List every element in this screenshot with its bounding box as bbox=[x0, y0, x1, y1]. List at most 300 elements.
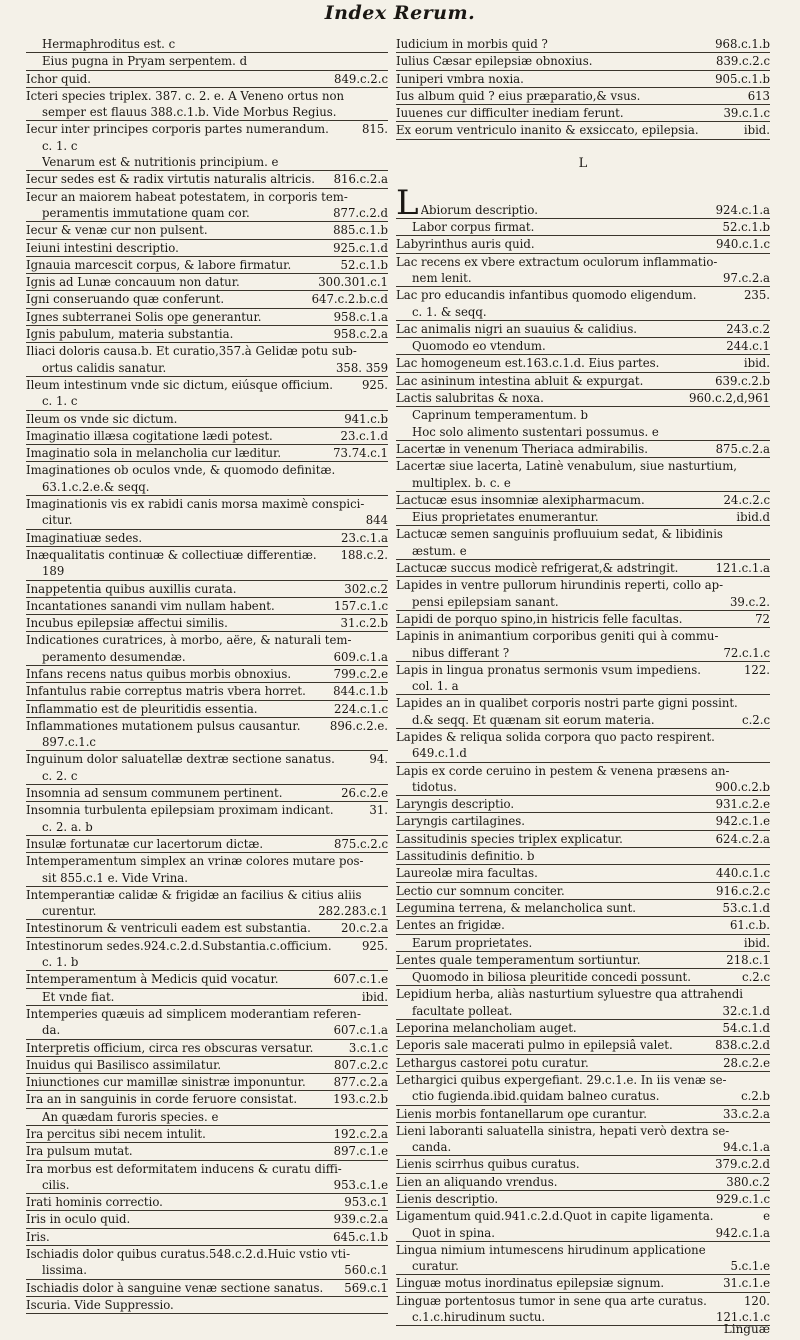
entry-text: Intestinorum sedes.924.c.2.d.Substantia.c.officium. bbox=[26, 938, 332, 953]
entry-text: Lienis descriptio. bbox=[396, 1192, 499, 1206]
index-entry bbox=[26, 649, 388, 666]
index-entry bbox=[396, 304, 770, 321]
entry-text: Ignis pabulum, materia substantia. bbox=[26, 327, 234, 342]
entry-reference: 844.c.1.b bbox=[333, 684, 388, 699]
entry-text: 649.c.1.d bbox=[412, 746, 467, 761]
index-entry bbox=[396, 796, 770, 813]
entry-reference: 243.c.2 bbox=[726, 321, 770, 336]
index-entry bbox=[396, 1123, 770, 1139]
entry-reference: 815. bbox=[361, 122, 388, 137]
index-entry bbox=[26, 1057, 388, 1074]
index-entry bbox=[26, 938, 388, 954]
entry-reference: 94. bbox=[369, 752, 388, 767]
index-entry bbox=[26, 393, 388, 410]
entry-reference: 875.c.2.c bbox=[334, 836, 388, 851]
index-entry bbox=[396, 475, 770, 492]
index-entry bbox=[26, 257, 388, 274]
entry-reference: 925. bbox=[361, 938, 388, 953]
index-entry bbox=[396, 883, 770, 900]
index-entry bbox=[26, 205, 388, 222]
entry-reference: 31. bbox=[369, 803, 388, 818]
entry-reference: 53.c.1.d bbox=[722, 900, 770, 915]
entry-reference: 5.c.1.e bbox=[730, 1259, 770, 1274]
entry-reference: ibid. bbox=[361, 989, 388, 1004]
entry-reference: 33.c.2.a bbox=[723, 1106, 770, 1121]
index-entry bbox=[26, 734, 388, 751]
entry-text: Leporis sale macerati pulmo in epilepsiâ valet. bbox=[396, 1038, 673, 1053]
index-entry bbox=[26, 496, 388, 512]
entry-reference: 61.c.b. bbox=[729, 918, 770, 933]
index-entry bbox=[396, 1055, 770, 1072]
entry-text: Ius album quid ? eius præparatio,& vsus. bbox=[396, 88, 641, 103]
entry-text: Ira percitus sibi necem intulit. bbox=[26, 1127, 206, 1141]
entry-text: æstum. e bbox=[412, 543, 467, 558]
entry-reference: 940.c.1.c bbox=[716, 237, 770, 252]
index-entry bbox=[396, 270, 770, 287]
entry-text: Lapides an in qualibet corporis nostri parte gigni possint. bbox=[396, 696, 738, 711]
entry-text: Lethargus castorei potu curatur. bbox=[396, 1055, 589, 1070]
left-column bbox=[26, 36, 388, 1326]
entry-text: 63.1.c.2.e.& seqq. bbox=[42, 479, 150, 494]
entry-text: Lienis morbis fontanellarum ope curantur. bbox=[396, 1106, 647, 1121]
entry-reference: 645.c.1.b bbox=[333, 1229, 388, 1244]
entry-reference: 942.c.1.a bbox=[715, 1225, 770, 1240]
entry-text: Lapides in ventre pullorum hirundinis reperti, collo ap- bbox=[396, 578, 724, 593]
index-entry bbox=[396, 458, 770, 474]
entry-text: Ischiadis dolor à sanguine venæ sectione sanatus. bbox=[26, 1280, 324, 1295]
entry-reference: 39.c.1.c bbox=[723, 106, 770, 121]
index-entry bbox=[26, 1161, 388, 1177]
entry-text: c. 1. c bbox=[42, 394, 78, 409]
entry-reference: 953.c.1 bbox=[344, 1195, 388, 1210]
entry-text: Ileum os vnde sic dictum. bbox=[26, 411, 178, 426]
entry-text: Incubus epilepsiæ affectui similis. bbox=[26, 616, 228, 631]
entry-text: col. 1. a bbox=[412, 679, 459, 694]
index-entry bbox=[26, 1177, 388, 1194]
entry-reference: 188.c.2. bbox=[340, 547, 388, 562]
entry-text: Iulius Cæsar epilepsiæ obnoxius. bbox=[396, 54, 593, 69]
index-entry bbox=[26, 512, 388, 529]
index-entry bbox=[26, 445, 388, 462]
entry-text: Lapinis in animantium corporibus geniti qui à commu- bbox=[396, 629, 719, 644]
entry-reference: 52.c.1.b bbox=[340, 257, 388, 272]
entry-text: cilis. bbox=[42, 1177, 70, 1192]
entry-text: Laryngis descriptio. bbox=[396, 797, 515, 812]
entry-text: Lactis salubritas & noxa. bbox=[396, 391, 544, 406]
entry-reference: 218.c.1 bbox=[726, 952, 770, 967]
index-entry bbox=[26, 274, 388, 291]
entry-text: Igni conseruando quæ conferunt. bbox=[26, 292, 225, 307]
index-entry bbox=[26, 920, 388, 937]
entry-text: Intemperamentum à Medicis quid vocatur. bbox=[26, 972, 279, 987]
entry-text: Caprinum temperamentum. b bbox=[412, 408, 588, 423]
index-entry bbox=[26, 971, 388, 988]
entry-reference: 3.c.1.c bbox=[348, 1040, 388, 1055]
entry-text: Imaginatiuæ sedes. bbox=[26, 530, 143, 545]
entry-text: pensi epilepsiam sanant. bbox=[412, 594, 559, 609]
index-entry bbox=[396, 560, 770, 577]
entry-text: An quædam furoris species. e bbox=[42, 1109, 219, 1124]
index-entry bbox=[26, 36, 388, 53]
entry-text: Ischiadis dolor quibus curatus.548.c.2.d.Huic vstio vti- bbox=[26, 1247, 351, 1262]
entry-text: Iudicium in morbis quid ? bbox=[396, 37, 548, 51]
entry-text: Lac animalis nigri an suauius & calidius. bbox=[396, 321, 638, 336]
index-entry bbox=[396, 338, 770, 355]
entry-reference: 877.c.2.a bbox=[333, 1075, 388, 1090]
index-entry bbox=[396, 321, 770, 338]
entry-text: Quomodo in biliosa pleuritide concedi possunt. bbox=[412, 970, 691, 985]
entry-text: Lactucæ esus insomniæ alexipharmacum. bbox=[396, 492, 645, 507]
entry-text: Insulæ fortunatæ cur lacertorum dictæ. bbox=[26, 836, 264, 851]
entry-reference: 799.c.2.e bbox=[333, 666, 388, 681]
entry-text: Quot in spina. bbox=[412, 1225, 495, 1240]
entry-text: Imaginatio sola in melancholia cur læditur. bbox=[26, 446, 282, 461]
entry-text: Eius proprietates enumerantur. bbox=[412, 510, 599, 525]
index-entry bbox=[396, 1191, 770, 1208]
index-entry bbox=[26, 377, 388, 393]
entry-text: Lethargici quibus expergefiant. 29.c.1.e. In iis venæ se- bbox=[396, 1072, 727, 1087]
index-entry bbox=[26, 1280, 388, 1297]
index-entry bbox=[396, 986, 770, 1002]
entry-text: nem lenit. bbox=[412, 270, 472, 285]
entry-text: c.1.c.hirudinum suctu. bbox=[412, 1310, 546, 1325]
index-entry bbox=[396, 848, 770, 865]
index-entry bbox=[26, 291, 388, 308]
entry-reference: 941.c.b bbox=[344, 411, 388, 426]
entry-text: Inæqualitatis continuæ & collectiuæ differentiæ. bbox=[26, 547, 317, 562]
entry-text: Intemperamentum simplex an vrinæ colores mutare pos- bbox=[26, 854, 364, 869]
index-entry bbox=[26, 598, 388, 615]
index-entry bbox=[26, 71, 388, 88]
entry-text: Hoc solo alimento sustentari possumus. e bbox=[412, 424, 659, 439]
entry-reference: 931.c.2.e bbox=[715, 797, 770, 812]
index-entry bbox=[26, 683, 388, 700]
entry-text: Ignis ad Lunæ concauum non datur. bbox=[26, 275, 240, 290]
entry-reference: 953.c.1.e bbox=[333, 1177, 388, 1192]
index-entry bbox=[396, 236, 770, 253]
right-column bbox=[396, 36, 770, 1326]
entry-text: Linguæ portentosus tumor in sene qua arte curatus. bbox=[396, 1293, 707, 1308]
index-entry bbox=[26, 802, 388, 818]
index-entry bbox=[396, 1208, 770, 1224]
entry-text: Lentes an frigidæ. bbox=[396, 918, 505, 933]
entry-reference: ibid. bbox=[743, 123, 770, 138]
entry-reference: 300.301.c.1 bbox=[318, 275, 388, 290]
entry-reference: 94.c.1.a bbox=[723, 1140, 770, 1155]
entry-reference: 844 bbox=[365, 513, 388, 528]
entry-reference: 639.c.2.b bbox=[715, 373, 770, 388]
entry-text: Ileum intestinum vnde sic dictum, eiúsque officium. bbox=[26, 377, 334, 392]
entry-text: Ignes subterranei Solis ope generantur. bbox=[26, 309, 262, 324]
index-entry bbox=[26, 154, 388, 171]
index-entry bbox=[396, 662, 770, 678]
entry-text: Iuniperi vmbra noxia. bbox=[396, 71, 524, 86]
index-entry bbox=[26, 222, 388, 239]
index-entry bbox=[26, 1211, 388, 1228]
index-entry bbox=[26, 819, 388, 836]
entry-text: Lac asininum intestina abluit & expurgat. bbox=[396, 373, 644, 388]
entry-text: Ichor quid. bbox=[26, 71, 91, 86]
index-entry bbox=[396, 105, 770, 122]
index-entry bbox=[26, 768, 388, 785]
entry-text: c. 1. & seqq. bbox=[412, 304, 487, 319]
entry-text: canda. bbox=[412, 1140, 452, 1155]
entry-reference: 379.c.2.d bbox=[715, 1157, 770, 1172]
entry-reference: 23.c.1.d bbox=[340, 428, 388, 443]
index-entry bbox=[26, 428, 388, 445]
index-entry bbox=[26, 1074, 388, 1091]
entry-reference: 958.c.2.a bbox=[333, 327, 388, 342]
entry-text: Lactucæ semen sanguinis profluuium sedat, & libidinis bbox=[396, 527, 723, 542]
entry-reference: e bbox=[763, 1209, 770, 1224]
index-entry bbox=[26, 718, 388, 734]
index-entry bbox=[396, 813, 770, 830]
entry-reference: 97.c.2.a bbox=[723, 270, 770, 285]
entry-reference: 897.c.1.e bbox=[333, 1144, 388, 1159]
index-entry bbox=[26, 326, 388, 343]
entry-reference: 896.c.2.e. bbox=[329, 718, 388, 733]
entry-reference: 358. 359 bbox=[335, 360, 388, 375]
entry-text: tidotus. bbox=[412, 779, 457, 794]
entry-text: lissima. bbox=[42, 1263, 87, 1278]
entry-text: Ignauia marcescit corpus, & labore firmatur. bbox=[26, 257, 292, 272]
entry-reference: 875.c.2.a bbox=[715, 441, 770, 456]
entry-text: Lapidi de porquo spino,in histricis felle facultas. bbox=[396, 611, 683, 626]
index-entry bbox=[396, 729, 770, 745]
entry-reference: 224.c.1.c bbox=[334, 701, 388, 716]
entry-reference: 31.c.2.b bbox=[340, 616, 388, 631]
index-entry bbox=[396, 36, 770, 53]
index-entry bbox=[26, 53, 388, 70]
index-entry bbox=[26, 462, 388, 478]
entry-reference: 569.c.1 bbox=[344, 1280, 388, 1295]
entry-text: Lectio cur somnum conciter. bbox=[396, 883, 565, 898]
index-entry bbox=[396, 1309, 770, 1326]
entry-text: Ex eorum ventriculo inanito & exsiccato, epilepsia. bbox=[396, 123, 699, 138]
entry-text: Eius pugna in Pryam serpentem. d bbox=[42, 54, 248, 69]
entry-text: Incantationes sanandi vim nullam habent. bbox=[26, 598, 275, 613]
index-entry bbox=[396, 1037, 770, 1054]
entry-text: Labor corpus firmat. bbox=[412, 220, 535, 235]
entry-text: Imaginatio illæsa cogitatione lædi potest. bbox=[26, 428, 273, 443]
entry-reference: 122. bbox=[743, 662, 770, 677]
entry-text: Laureolæ mira facultas. bbox=[396, 866, 538, 881]
index-entry bbox=[396, 678, 770, 695]
index-entry bbox=[396, 763, 770, 779]
index-entry bbox=[26, 121, 388, 137]
entry-reference: 609.c.1.a bbox=[333, 649, 388, 664]
entry-text: 897.c.1.c bbox=[42, 735, 96, 750]
index-entry bbox=[396, 254, 770, 270]
index-entry bbox=[396, 1106, 770, 1123]
entry-text: Linguæ motus inordinatus epilepsiæ signum. bbox=[396, 1276, 665, 1291]
entry-text: Et vnde fiat. bbox=[42, 989, 115, 1004]
entry-reference: 900.c.2.b bbox=[715, 779, 770, 794]
index-entry bbox=[26, 479, 388, 496]
entry-text: Iecur sedes est & radix virtutis naturalis altricis. bbox=[26, 172, 315, 187]
entry-text: Intemperantiæ calidæ & frigidæ an facilius & citius aliis bbox=[26, 887, 362, 902]
index-entry bbox=[396, 1174, 770, 1191]
entry-text: Iecur inter principes corporis partes numerandum. bbox=[26, 122, 329, 137]
index-entry bbox=[26, 666, 388, 683]
entry-text: c. 2. c bbox=[42, 768, 78, 783]
index-entry bbox=[396, 952, 770, 969]
index-entry bbox=[396, 373, 770, 390]
index-entry bbox=[396, 917, 770, 934]
entry-reference: 560.c.1 bbox=[344, 1263, 388, 1278]
entry-text: Ira morbus est deformitatem inducens & curatu diffi- bbox=[26, 1161, 342, 1176]
index-entry bbox=[396, 712, 770, 729]
entry-reference: ibid. bbox=[743, 356, 770, 371]
entry-text: multiplex. b. c. e bbox=[412, 475, 511, 490]
entry-text: Lacertæ siue lacerta, Latinè venabulum, siue nasturtium, bbox=[396, 459, 738, 474]
entry-reference: 647.c.2.b.c.d bbox=[311, 292, 388, 307]
entry-reference: 929.c.1.c bbox=[716, 1192, 770, 1206]
index-entry bbox=[26, 751, 388, 767]
index-entry bbox=[396, 1072, 770, 1088]
index-entry bbox=[26, 240, 388, 257]
index-entry bbox=[396, 1088, 770, 1105]
entry-text: Lassitudinis definitio. b bbox=[396, 849, 535, 864]
index-entry bbox=[396, 1020, 770, 1037]
entry-reference: 23.c.1.a bbox=[341, 530, 388, 545]
entry-reference: 925. bbox=[361, 377, 388, 392]
index-entry bbox=[396, 188, 770, 219]
entry-text: Hermaphroditus est. c bbox=[42, 37, 176, 51]
entry-reference: 282.283.c.1 bbox=[318, 904, 388, 919]
entry-reference: 120. bbox=[743, 1293, 770, 1308]
index-entry bbox=[26, 1126, 388, 1143]
entry-text: Infantulus rabie correptus matris vbera horret. bbox=[26, 684, 306, 699]
index-entry bbox=[396, 900, 770, 917]
entry-reference: 193.c.2.b bbox=[333, 1092, 388, 1107]
entry-reference: 380.c.2 bbox=[726, 1174, 770, 1189]
index-entry bbox=[396, 695, 770, 711]
entry-reference: c.2.c bbox=[742, 970, 770, 985]
index-entry bbox=[26, 954, 388, 971]
index-entry bbox=[26, 1109, 388, 1126]
index-entry bbox=[26, 343, 388, 359]
drop-capital: L bbox=[396, 187, 419, 220]
entry-reference: 624.c.2.a bbox=[715, 831, 770, 846]
entry-reference: c.2.b bbox=[741, 1089, 770, 1104]
entry-text: Lepidium herba, aliàs nasturtium syluestre qua attrahendi bbox=[396, 987, 744, 1002]
entry-reference: 925.c.1.d bbox=[333, 240, 388, 255]
index-entry bbox=[396, 355, 770, 372]
index-entry bbox=[26, 1040, 388, 1057]
entry-text: ortus calidis sanatur. bbox=[42, 360, 167, 375]
entry-reference: 157.c.1.c bbox=[334, 598, 388, 613]
index-entry bbox=[26, 836, 388, 853]
index-entry bbox=[26, 138, 388, 154]
entry-reference: 885.c.1.b bbox=[333, 223, 388, 238]
entry-text: Lieni laboranti saluatella sinistra, hepati verò dextra se- bbox=[396, 1123, 730, 1138]
entry-text: Lac pro educandis infantibus quomodo eligendum. bbox=[396, 288, 697, 303]
index-entry bbox=[396, 53, 770, 70]
entry-reference: 807.c.2.c bbox=[334, 1057, 388, 1072]
index-entry bbox=[396, 390, 770, 407]
entry-text: Ira pulsum mutat. bbox=[26, 1144, 133, 1159]
index-entry bbox=[396, 577, 770, 593]
index-entry bbox=[396, 71, 770, 88]
index-entry bbox=[26, 853, 388, 869]
index-entry bbox=[26, 1091, 388, 1108]
index-entry bbox=[396, 1225, 770, 1242]
entry-text: Intemperies quæuis ad simplicem moderantiam referen- bbox=[26, 1006, 361, 1021]
entry-reference: 816.c.2.a bbox=[333, 172, 388, 187]
entry-reference: 31.c.1.e bbox=[723, 1276, 770, 1291]
index-entry bbox=[26, 547, 388, 563]
entry-text: Lacertæ in venenum Theriaca admirabilis. bbox=[396, 441, 648, 456]
index-entry bbox=[396, 441, 770, 458]
entry-reference: 28.c.2.e bbox=[723, 1055, 770, 1070]
entry-reference: 607.c.1.a bbox=[333, 1023, 388, 1038]
index-entry bbox=[26, 1246, 388, 1262]
index-entry bbox=[396, 526, 770, 542]
section-letter: L bbox=[578, 155, 588, 171]
entry-text: Lassitudinis species triplex explicatur. bbox=[396, 831, 623, 846]
entry-reference: 924.c.1.a bbox=[715, 202, 770, 217]
entry-text: Labyrinthus auris quid. bbox=[396, 237, 535, 252]
index-entry bbox=[26, 701, 388, 718]
index-entry bbox=[396, 645, 770, 662]
index-entry bbox=[26, 785, 388, 802]
entry-text: Iecur & venæ cur non pulsent. bbox=[26, 223, 208, 238]
entry-text: Inappetentia quibus auxillis curata. bbox=[26, 581, 237, 596]
entry-text: Imaginationes ob oculos vnde, & quomodo definitæ. bbox=[26, 463, 336, 478]
entry-reference: ibid.d bbox=[736, 510, 770, 525]
entry-text: Inflammationes mutationem pulsus causantur. bbox=[26, 718, 301, 733]
index-entry bbox=[396, 1242, 770, 1258]
index-entry bbox=[396, 1258, 770, 1275]
entry-text: da. bbox=[42, 1023, 61, 1038]
entry-text: Infans recens natus quibus morbis obnoxius. bbox=[26, 666, 292, 681]
entry-text: nibus differant ? bbox=[412, 645, 510, 660]
entry-reference: 905.c.1.b bbox=[715, 71, 770, 86]
entry-reference: 939.c.2.a bbox=[333, 1212, 388, 1227]
entry-text: Lac recens ex vbere extractum oculorum inflammatio- bbox=[396, 254, 718, 269]
entry-reference: 838.c.2.d bbox=[715, 1038, 770, 1053]
index-entry bbox=[26, 88, 388, 104]
index-entry bbox=[396, 407, 770, 423]
entry-reference: 440.c.1.c bbox=[716, 866, 770, 881]
index-entry bbox=[26, 104, 388, 121]
entry-text: Venarum est & nutritionis principium. e bbox=[42, 155, 279, 170]
index-entry bbox=[26, 903, 388, 920]
entry-reference: c.2.c bbox=[742, 712, 770, 727]
entry-text: Abiorum descriptio. bbox=[420, 202, 538, 217]
entry-text: Intestinorum & ventriculi eadem est substantia. bbox=[26, 921, 311, 936]
entry-text: Iris. bbox=[26, 1229, 50, 1244]
entry-text: Iecur an maiorem habeat potestatem, in corporis tem- bbox=[26, 189, 348, 204]
entry-text: Lapis ex corde ceruino in pestem & venena præsens an- bbox=[396, 763, 730, 778]
entry-text: Insomnia ad sensum communem pertinent. bbox=[26, 786, 283, 801]
index-entry bbox=[26, 1006, 388, 1022]
entry-reference: 52.c.1.b bbox=[722, 220, 770, 235]
entry-text: d.& seqq. Et quænam sit eorum materia. bbox=[412, 712, 655, 727]
entry-text: Indicationes curatrices, à morbo, aëre, & naturali tem- bbox=[26, 633, 352, 648]
entry-reference: 72.c.1.c bbox=[723, 645, 770, 660]
index-entry bbox=[26, 171, 388, 188]
entry-reference: 958.c.1.a bbox=[333, 309, 388, 324]
index-entry bbox=[26, 1022, 388, 1039]
entry-reference: 20.c.2.a bbox=[341, 921, 388, 936]
index-entry bbox=[396, 969, 770, 986]
entry-text: c. 1. b bbox=[42, 955, 79, 970]
index-entry bbox=[396, 492, 770, 509]
entry-text: Lien an aliquando vrendus. bbox=[396, 1174, 558, 1189]
entry-text: semper est flauus 388.c.1.b. Vide Morbus Regius. bbox=[42, 105, 337, 120]
